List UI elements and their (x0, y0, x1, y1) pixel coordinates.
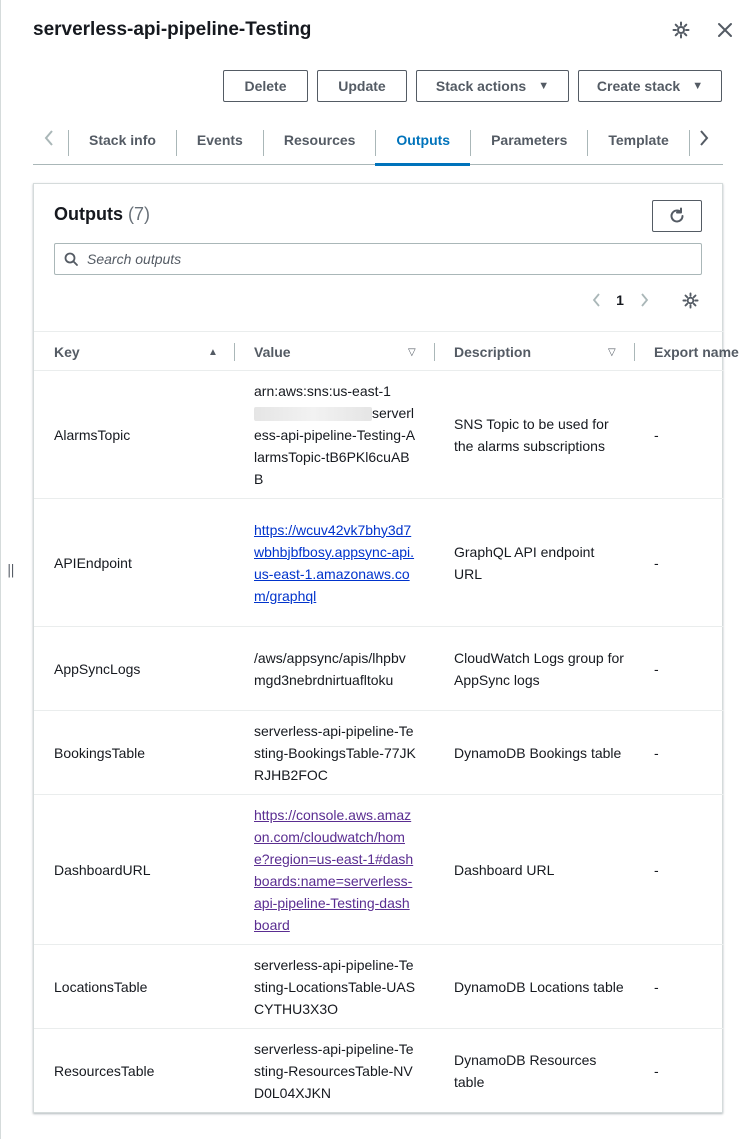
column-label: Description (454, 344, 532, 360)
next-page-icon[interactable] (632, 292, 656, 308)
row-key: ResourcesTable (54, 1063, 155, 1079)
tab-stack-info[interactable] (68, 118, 176, 165)
row-value (254, 795, 416, 944)
outputs-table (34, 331, 739, 1113)
page-header (33, 18, 743, 46)
update-button[interactable]: Update (317, 70, 407, 102)
page-title: serverless-api-pipeline-Testing (33, 19, 312, 40)
close-icon[interactable] (713, 18, 737, 42)
column-header-value[interactable] (254, 332, 434, 372)
redacted-account-id (254, 407, 372, 421)
tab-list (68, 118, 690, 165)
value-text: serverless-api-pipeline-Testing-LocationsTable-UASCYTHU3X3O (254, 956, 416, 1017)
row-value (254, 1029, 416, 1113)
api-endpoint-link[interactable]: https://wcuv42vk7bhy3d7wbhbjbfbosy.appsync-api.us-east-1.amazonaws.com/graphql (254, 521, 415, 604)
tab-template[interactable] (587, 118, 689, 165)
column-label: Key (54, 344, 80, 360)
tab-parameters[interactable] (470, 118, 587, 165)
tab-label: Stack info (68, 130, 176, 156)
sort-indicator-icon: ▽ (408, 346, 416, 358)
sort-ascending-icon: ▲ (208, 346, 218, 358)
row-export: - (654, 744, 659, 761)
row-value (254, 627, 416, 710)
column-header-key[interactable] (54, 332, 234, 372)
row-export: - (654, 978, 659, 995)
tab-events[interactable] (176, 118, 263, 165)
row-key: AlarmsTopic (54, 426, 131, 443)
value-text: serverless-api-pipeline-Testing-ResourcesTable-NVD0L04XJKN (254, 1041, 414, 1101)
settings-gear-icon[interactable] (669, 18, 693, 42)
row-description: GraphQL API endpoint URL (454, 543, 595, 582)
row-description: DynamoDB Resources table (454, 1052, 597, 1090)
table-row (34, 1029, 724, 1113)
row-value (254, 945, 416, 1028)
tab-label: Outputs (375, 130, 470, 156)
panel-count: (7) (128, 204, 151, 224)
value-text: arn:aws:sns:us-east-1 (254, 382, 391, 399)
row-key: AppSyncLogs (54, 660, 141, 677)
tab-label: Events (176, 130, 263, 156)
row-value (254, 499, 416, 626)
table-row (34, 945, 724, 1029)
column-label: Value (254, 344, 291, 360)
table-preferences-gear-icon[interactable] (678, 288, 702, 312)
refresh-icon (668, 207, 686, 225)
tab-label: Template (587, 130, 689, 156)
drag-handle-icon[interactable]: || (7, 563, 14, 578)
table-row (34, 627, 724, 711)
row-value (254, 711, 416, 794)
row-key: LocationsTable (54, 978, 148, 995)
table-row (34, 371, 724, 499)
row-description: SNS Topic to be used for the alarms subscriptions (454, 415, 609, 454)
row-export: - (654, 1063, 659, 1079)
delete-button[interactable]: Delete (223, 70, 308, 102)
search-input[interactable] (87, 251, 687, 267)
table-header (34, 331, 739, 371)
tab-resources[interactable] (263, 118, 376, 165)
row-key: DashboardURL (54, 861, 151, 878)
outputs-panel (33, 183, 739, 1113)
row-key: BookingsTable (54, 744, 146, 761)
row-export: - (654, 554, 659, 571)
row-description: DynamoDB Locations table (454, 978, 624, 995)
create-stack-label: Create stack (596, 78, 681, 94)
caret-down-icon: ▼ (538, 80, 550, 92)
panel-left-border (0, 0, 1, 1139)
tab-outputs[interactable] (375, 118, 470, 165)
column-label: Export name (654, 344, 739, 360)
tab-label: Parameters (470, 130, 587, 156)
pagination (584, 288, 656, 312)
column-divider (234, 343, 235, 361)
page-number[interactable]: 1 (616, 292, 624, 308)
row-export: - (654, 861, 659, 878)
stack-actions-button[interactable] (416, 70, 569, 102)
tabs-scroll-right-icon[interactable] (688, 126, 720, 150)
previous-page-icon[interactable] (584, 292, 608, 308)
row-description: CloudWatch Logs group for AppSync logs (454, 649, 624, 688)
create-stack-button[interactable] (578, 70, 722, 102)
panel-title-text: Outputs (54, 204, 123, 224)
search-box (54, 243, 702, 275)
table-row (34, 795, 724, 945)
tabs-scroll-left-icon[interactable] (33, 126, 65, 150)
refresh-button[interactable] (652, 200, 702, 232)
table-row (34, 499, 724, 627)
column-header-description[interactable] (454, 332, 634, 372)
row-key: APIEndpoint (54, 554, 132, 571)
row-export: - (654, 426, 659, 443)
tab-label: Resources (263, 130, 376, 156)
row-export: - (654, 660, 659, 677)
tab-bar (33, 118, 723, 165)
value-text: serverless-api-pipeline-Testing-BookingsTable-77JKRJHB2FOC (254, 722, 416, 783)
caret-down-icon: ▼ (692, 80, 704, 92)
dashboard-url-link[interactable]: https://console.aws.amazon.com/cloudwatch/home?region=us-east-1#dashboards:name=serverless-api-pipeline-Testing-dashboard (254, 806, 414, 933)
column-divider (434, 343, 435, 361)
value-text: /aws/appsync/apis/lhpbvmgd3nebrdnirtuafltoku (254, 649, 406, 688)
value-text: serverless-api-pipeline-Testing-AlarmsTopic-tB6PKl6cuABB (254, 404, 416, 487)
stack-actions-label: Stack actions (435, 78, 527, 94)
column-header-export-name[interactable] (654, 332, 739, 372)
table-row (34, 711, 724, 795)
sort-indicator-icon: ▽ (608, 346, 616, 358)
search-icon (55, 252, 87, 266)
row-value (254, 371, 416, 498)
row-description: DynamoDB Bookings table (454, 744, 622, 761)
toolbar (223, 70, 722, 102)
row-description: Dashboard URL (454, 861, 555, 878)
column-divider (634, 343, 635, 361)
panel-title (54, 204, 150, 225)
